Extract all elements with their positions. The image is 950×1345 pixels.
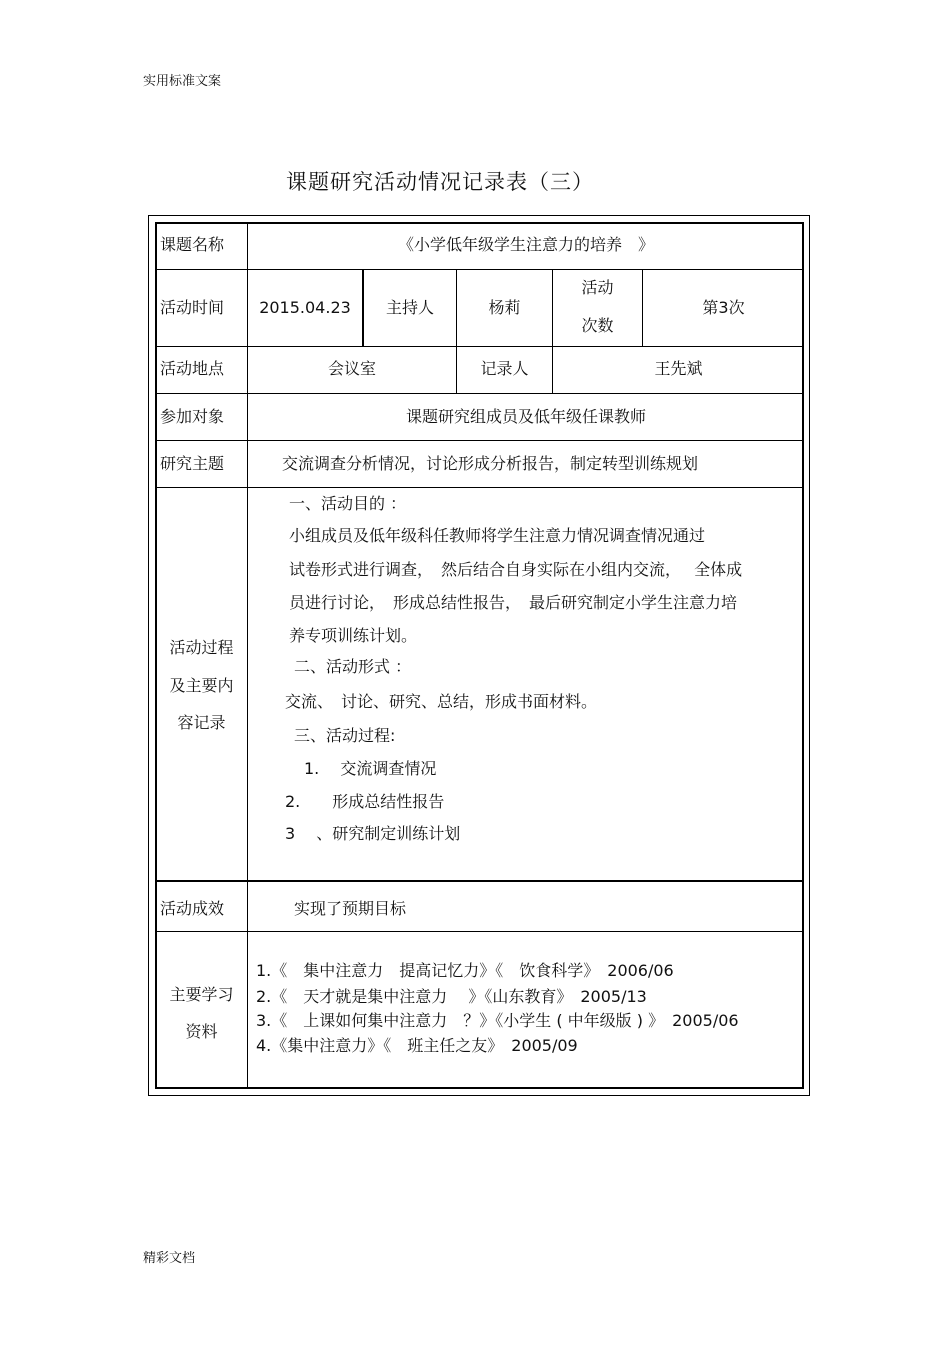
row-divider: [155, 880, 804, 882]
row-divider: [155, 346, 804, 347]
materials-label-line-2: 资料: [185, 1022, 218, 1041]
count-label-line-2: 次数: [581, 316, 614, 335]
process-line: 2. 形成总结性报告: [285, 792, 445, 811]
process-line: 员进行讨论， 形成总结性报告， 最后研究制定小学生注意力培: [289, 593, 738, 612]
page-footer: 精彩文档: [143, 1251, 196, 1266]
process-line: 二、活动形式 ：: [294, 657, 412, 676]
reference-item: 3.《 上课如何集中注意力 ？》《小学生 ( 中年级版 ) 》 2005/06: [256, 1011, 739, 1030]
time-label: 活动时间: [160, 298, 225, 317]
activity-count: 第3次: [702, 298, 745, 317]
process-label-line-1: 活动过程: [169, 638, 234, 657]
column-divider: [247, 222, 248, 1089]
participants-label: 参加对象: [160, 407, 225, 426]
process-line: 养专项训练计划。: [289, 626, 418, 645]
page-header: 实用标准文案: [143, 74, 222, 89]
process-line: 小组成员及低年级科任教师将学生注意力情况调查情况通过: [289, 526, 706, 545]
recorder-label: 记录人: [480, 359, 529, 378]
row-divider: [155, 440, 804, 441]
host-label: 主持人: [385, 298, 434, 317]
record-table: [155, 222, 804, 1089]
process-line: 1. 交流调查情况: [304, 759, 437, 778]
process-line: 一、活动目的 ：: [289, 494, 407, 513]
row-divider: [155, 931, 804, 932]
row-divider: [155, 393, 804, 394]
place-label: 活动地点: [160, 359, 225, 378]
process-line: 3 、研究制定训练计划: [285, 824, 461, 843]
participants-value: 课题研究组成员及低年级任课教师: [405, 407, 646, 426]
materials-label-line-1: 主要学习: [169, 985, 234, 1004]
reference-item: 1.《 集中注意力 提高记忆力》《 饮食科学》 2006/06: [256, 961, 674, 980]
result-label: 活动成效: [160, 899, 225, 918]
page-title: 课题研究活动情况记录表（三）: [286, 170, 594, 194]
row-divider: [155, 487, 804, 488]
process-line: 交流、 讨论、研究、总结，形成书面材料。: [285, 692, 598, 711]
host-name: 杨莉: [488, 298, 521, 317]
reference-item: 4.《集中注意力》《 班主任之友》 2005/09: [256, 1036, 578, 1055]
theme-label: 研究主题: [160, 454, 225, 473]
process-label-line-2: 及主要内: [169, 676, 234, 695]
recorder-name: 王先斌: [654, 359, 703, 378]
topic-label: 课题名称: [160, 235, 225, 254]
process-label-line-3: 容记录: [177, 713, 226, 732]
reference-item: 2.《 天才就是集中注意力 》《山东教育》 2005/13: [256, 987, 647, 1006]
place-value: 会议室: [327, 359, 376, 378]
topic-value: 《小学低年级学生注意力的培养 》: [397, 235, 654, 254]
row-divider: [155, 269, 804, 270]
count-label-line-1: 活动: [581, 278, 614, 297]
process-line: 试卷形式进行调查， 然后结合自身实际在小组内交流， 全体成: [289, 560, 743, 579]
activity-date: 2015.04.23: [259, 298, 351, 317]
result-value: 实现了预期目标: [294, 899, 407, 918]
theme-value: 交流调查分析情况，讨论形成分析报告，制定转型训练规划: [282, 454, 699, 473]
process-line: 三、活动过程:: [294, 726, 396, 745]
